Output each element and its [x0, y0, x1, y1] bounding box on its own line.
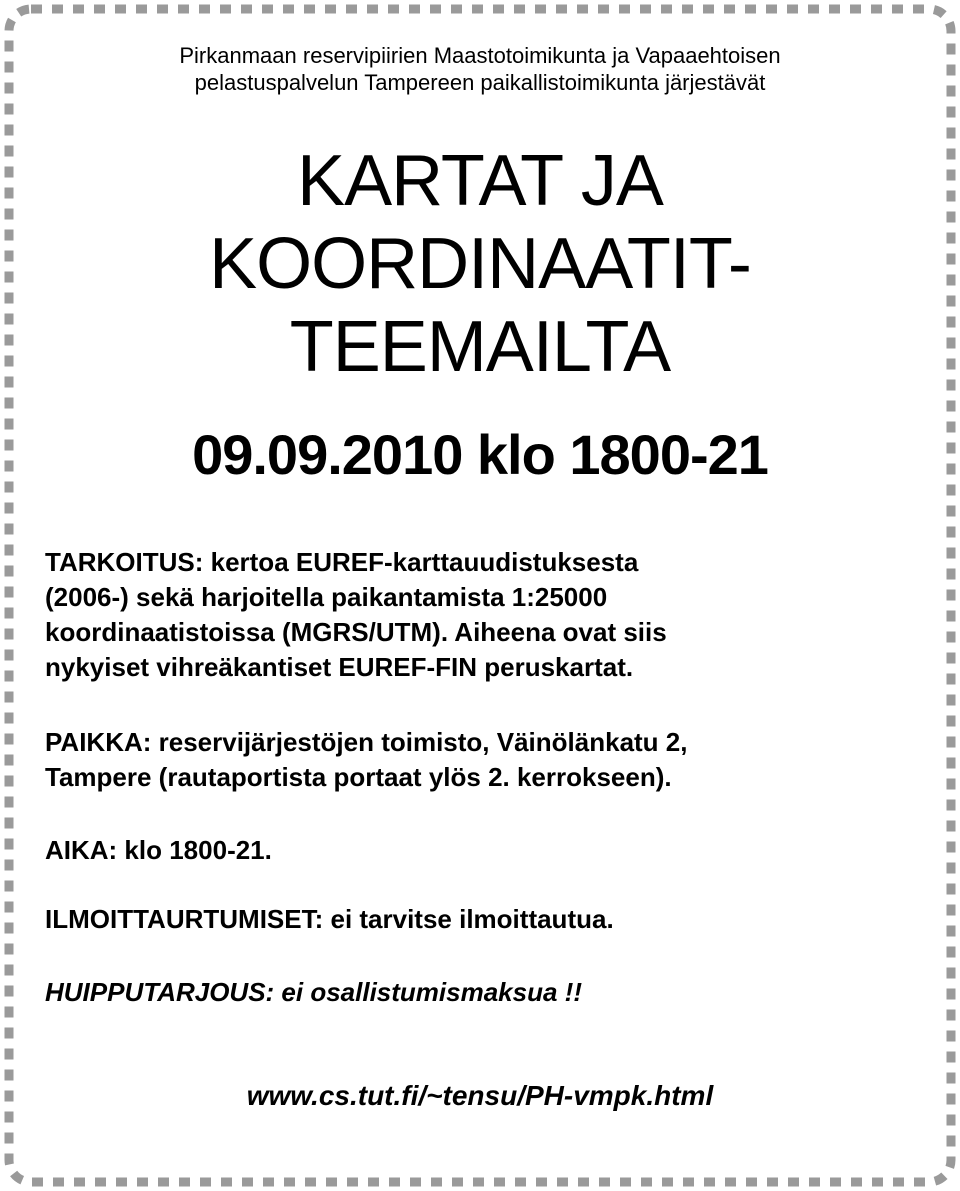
- time-paragraph: AIKA: klo 1800-21.: [45, 835, 272, 865]
- place-line-2: Tampere (rautaportista portaat ylös 2. kerrokseen).: [45, 762, 672, 792]
- purpose-line-4: nykyiset vihreäkantiset EUREF-FIN peruskartat.: [45, 652, 634, 682]
- website-link[interactable]: www.cs.tut.fi/~tensu/PH-vmpk.html: [246, 1080, 714, 1111]
- main-title: [0, 140, 960, 389]
- signup-paragraph: ILMOITTAURTUMISET: ei tarvitse ilmoittautua.: [45, 904, 614, 934]
- purpose-line-2: (2006-) sekä harjoitella paikantamista 1:25000: [45, 582, 608, 612]
- place-paragraph: [45, 725, 925, 795]
- place-line-1: PAIKKA: reservijärjestöjen toimisto, Väinölänkatu 2,: [45, 727, 688, 757]
- purpose-paragraph: [45, 545, 925, 685]
- organizers-line-2: pelastuspalvelun Tampereen paikallistoimikunta järjestävät: [194, 70, 766, 95]
- main-title-line-2: KOORDINAATIT-: [209, 224, 751, 304]
- main-title-line-1: KARTAT JA: [297, 141, 663, 221]
- organizers-text: [0, 42, 960, 96]
- offer-paragraph: HUIPPUTARJOUS: ei osallistumismaksua !!: [45, 977, 582, 1007]
- purpose-line-3: koordinaatistoissa (MGRS/UTM). Aiheena ovat siis: [45, 617, 667, 647]
- organizers-line-1: Pirkanmaan reservipiirien Maastotoimikunta ja Vapaaehtoisen: [179, 43, 781, 68]
- main-title-line-3: TEEMAILTA: [289, 307, 671, 387]
- event-date: 09.09.2010 klo 1800-21: [192, 423, 768, 486]
- purpose-line-1: TARKOITUS: kertoa EUREF-karttauudistuksesta: [45, 547, 639, 577]
